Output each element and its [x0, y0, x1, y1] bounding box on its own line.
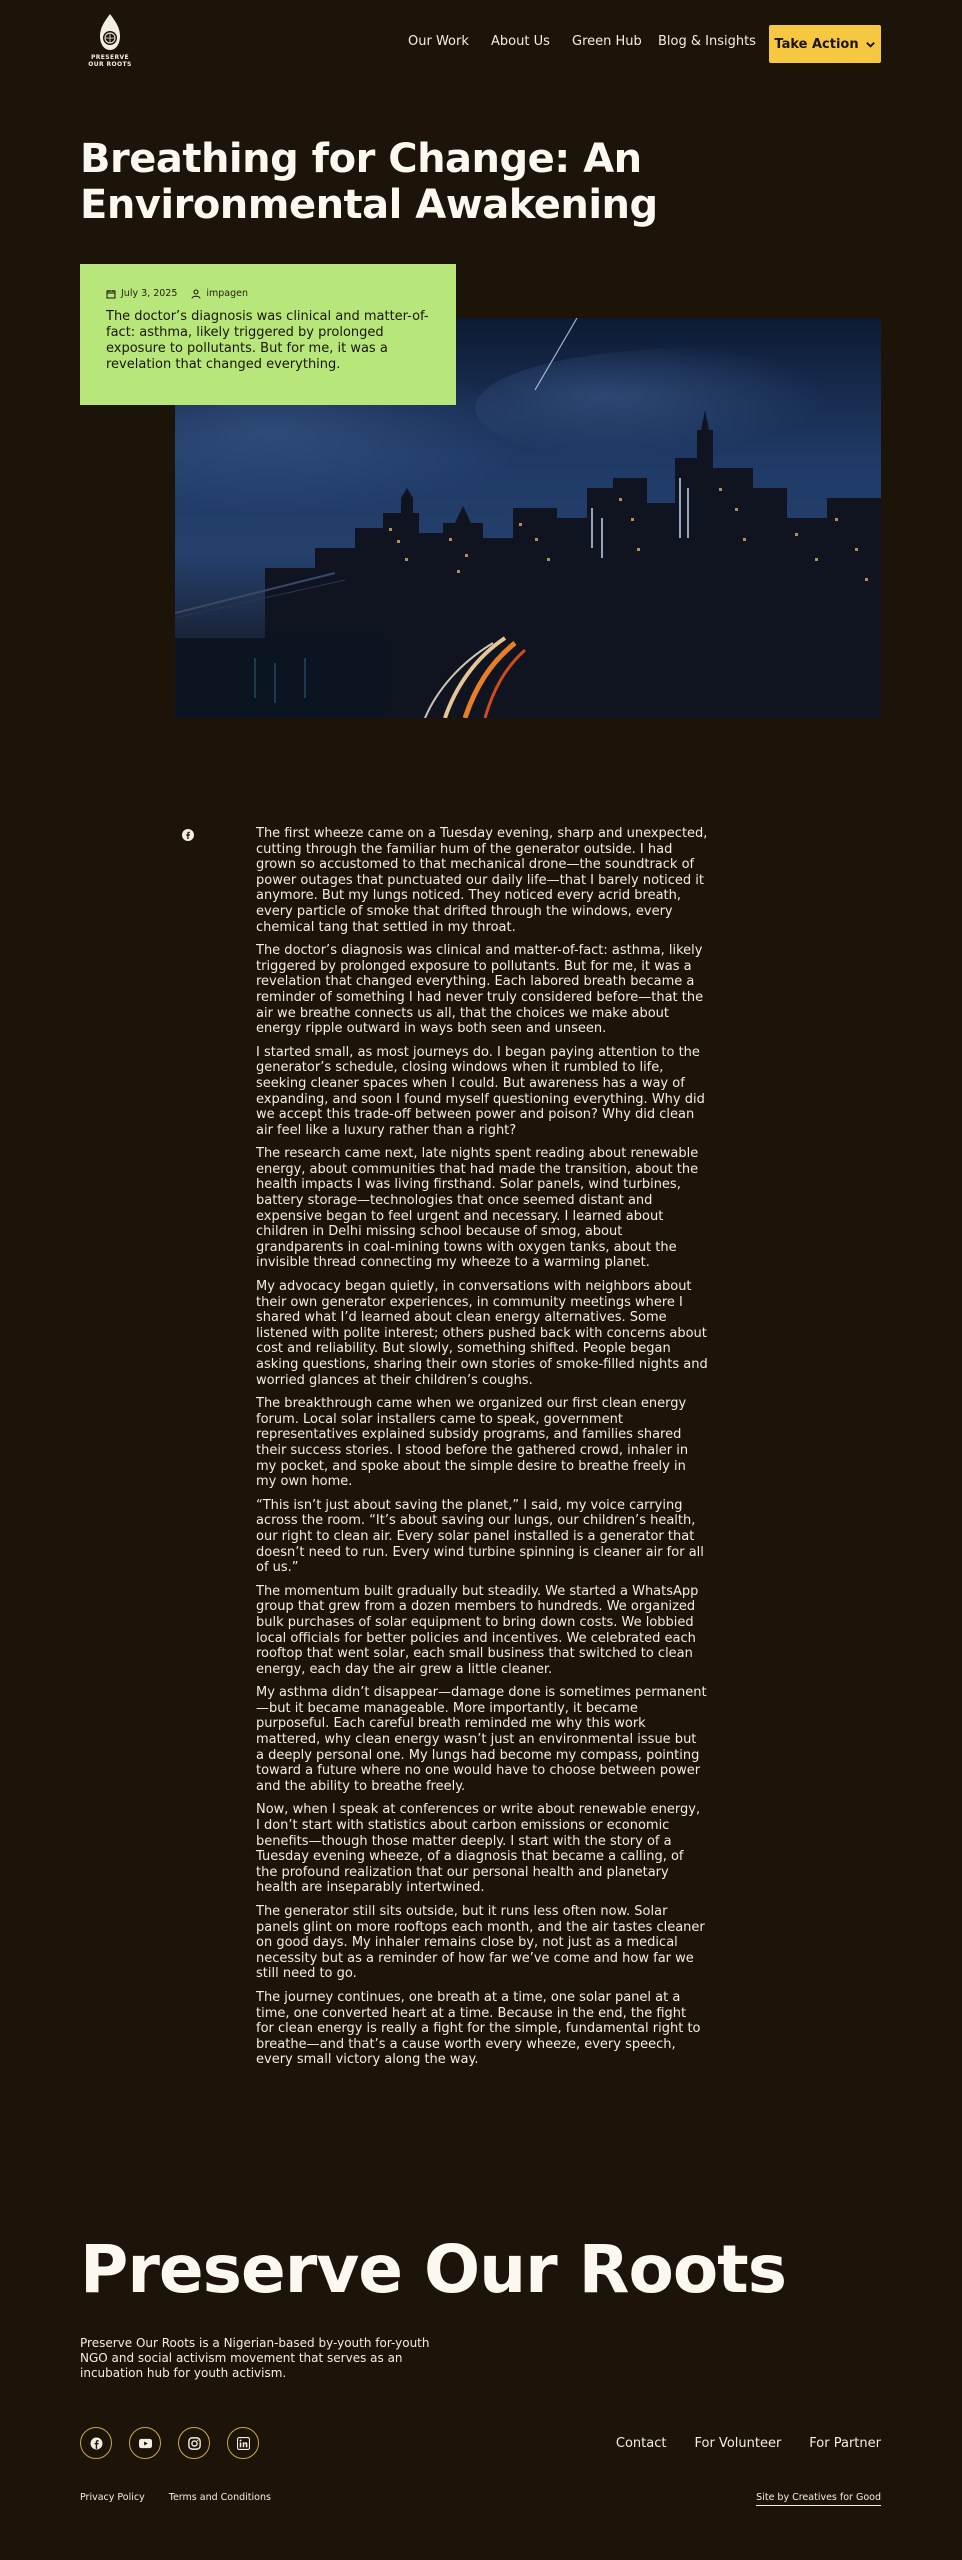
- post-meta: [106, 288, 430, 299]
- article-paragraph: The generator still sits outside, but it runs less often now. Solar panels glint on more rooftops each month, and the air tastes cleaner on good days. My inhaler remains close by, not just as a medical necessity but as a reminder of how far we’ve come and how far we still need to go.: [256, 1904, 705, 1982]
- article-paragraph: The journey continues, one breath at a time, one solar panel at a time, one converted heart at a time. Because in the end, the fight for clean energy is really a fight for the simple, fundamental right to breathe—and that’s a cause worth every wheeze, every speech, every small victory along the way.: [256, 1989, 701, 2068]
- article-paragraph: The doctor’s diagnosis was clinical and matter-of-fact: asthma, likely triggered by prolonged exposure to pollutants. But for me, it was a revelation that changed everything. Each labored breath became a reminder of something I had never truly considered before—that the air we breathe connects us all, that the choices we make about energy ripple outward in ways both seen and unseen.: [256, 943, 704, 1037]
- post-date-text: July 3, 2025: [121, 288, 178, 299]
- page-title: Breathing for Change: An Environmental Awakening: [80, 136, 658, 228]
- post-author[interactable]: [191, 288, 248, 299]
- article-paragraph: “This isn’t just about saving the planet,” I said, my voice carrying across the room. “It’s about saving our lungs, our children’s health, our right to clean air. Every solar panel installed is a generator that doesn’t need to run. Every wind turbine spinning is cleaner air for all of us.”: [256, 1497, 704, 1576]
- facebook-icon[interactable]: [80, 2427, 112, 2459]
- footer-link-contact[interactable]: Contact: [615, 2436, 667, 2451]
- youtube-icon[interactable]: [129, 2427, 161, 2459]
- linkedin-icon[interactable]: [227, 2427, 259, 2459]
- footer-description: Preserve Our Roots is a Nigerian-based by-youth for-youth NGO and social activism movement that serves as an incubation hub for youth activism.: [80, 2336, 430, 2380]
- privacy-policy-link[interactable]: Privacy Policy: [80, 2492, 145, 2503]
- logo-text: [88, 54, 132, 68]
- post-excerpt: The doctor’s diagnosis was clinical and matter-of-fact: asthma, likely triggered by prolonged exposure to pollutants. But for me, it was a revelation that changed everything.: [106, 309, 429, 372]
- article-paragraph: The research came next, late nights spent reading about renewable energy, about communities that had made the transition, about the health impacts I was living firsthand. Solar panels, wind turbines, battery storage—technologies that once seemed distant and expensive began to feel urgent and necessary. I learned about children in Delhi missing school because of smog, about grandparents in coal-mining towns with oxygen tanks, about the invisible thread connecting my wheeze to a warming planet.: [256, 1146, 699, 1271]
- share-facebook-icon[interactable]: [182, 826, 194, 838]
- chevron-down-icon: [865, 39, 876, 50]
- nav-blog-insights[interactable]: Blog & Insights: [658, 34, 756, 49]
- nav-our-work[interactable]: Our Work: [408, 34, 469, 49]
- instagram-icon[interactable]: [178, 2427, 210, 2459]
- nav-green-hub[interactable]: Green Hub: [572, 34, 642, 49]
- footer-link-volunteer[interactable]: For Volunteer: [694, 2436, 782, 2451]
- social-links: [80, 2427, 259, 2459]
- nav-about-us[interactable]: About Us: [491, 34, 550, 49]
- article-paragraph: Now, when I speak at conferences or write about renewable energy, I don’t start with statistics about carbon emissions or economic benefits—though those matter deeply. I start with the story of a Tuesday evening wheeze, of a diagnosis that became a calling, of the profound realization that our personal health and planetary health are inseparably intertwined.: [256, 1802, 701, 1896]
- take-action-button[interactable]: [769, 25, 881, 63]
- post-author-text: impagen: [206, 288, 249, 299]
- user-icon: [191, 289, 201, 299]
- excerpt-card: [80, 264, 456, 405]
- site-credit-link[interactable]: Site by Creatives for Good: [756, 2492, 881, 2506]
- logo-emblem-icon: [94, 12, 126, 52]
- take-action-label: Take Action: [774, 36, 859, 52]
- article-paragraph: The first wheeze came on a Tuesday evening, sharp and unexpected, cutting through the familiar hum of the generator outside. I had grown so accustomed to that mechanical drone—the soundtrack of power outages that punctuated our daily life—that I barely noticed it anymore. But my lungs noticed. They noticed every acrid breath, every particle of smoke that drifted through the windows, every chemical tang that settled in my throat.: [256, 826, 708, 935]
- article-body: [256, 826, 708, 2076]
- article-paragraph: My advocacy began quietly, in conversations with neighbors about their own generator experiences, in community meetings where I shared what I’d learned about clean energy alternatives. Some listened with polite interest; others pushed back with concerns about cost and reliability. But slowly, something shifted. People began asking questions, sharing their own stories of smoke-filled nights and worried glances at their children’s coughs.: [256, 1279, 708, 1388]
- logo-line-2: OUR ROOTS: [88, 61, 132, 68]
- footer-brand: Preserve Our Roots: [80, 2231, 787, 2308]
- logo-line-1: PRESERVE: [90, 54, 130, 61]
- article-paragraph: The breakthrough came when we organized our first clean energy forum. Local solar installers came to speak, government representatives explained subsidy programs, and families shared their success stories. I stood before the gathered crowd, inhaler in my pocket, and spoke about the simple desire to breathe freely in my own home.: [256, 1396, 689, 1490]
- article-paragraph: The momentum built gradually but steadily. We started a WhatsApp group that grew from a dozen members to hundreds. We organized bulk purchases of solar equipment to bring down costs. We lobbied local officials for better policies and incentives. We celebrated each rooftop that went solar, each small business that switched to clean energy, each day the air grew a little cleaner.: [256, 1583, 699, 1677]
- article-paragraph: I started small, as most journeys do. I began paying attention to the generator’s schedule, closing windows when it rumbled to life, seeking cleaner spaces when I could. But awareness has a way of expanding, and soon I found myself questioning everything. Why did we accept this trade-off between power and poison? Why did clean air feel like a luxury rather than a right?: [256, 1044, 705, 1138]
- calendar-icon: [106, 289, 116, 299]
- post-date: [106, 288, 177, 299]
- site-logo[interactable]: [80, 12, 140, 72]
- legal-links: [80, 2492, 271, 2503]
- article-paragraph: My asthma didn’t disappear—damage done is sometimes permanent—but it became manageable. More importantly, it became purposeful. Each careful breath reminded me why this work mattered, why clean energy wasn’t just an environmental issue but a deeply personal one. My lungs had become my compass, pointing toward a future where no one would have to choose between power and the ability to breathe freely.: [256, 1685, 707, 1794]
- footer-link-partner[interactable]: For Partner: [809, 2436, 881, 2451]
- footer-nav: [616, 2436, 881, 2451]
- terms-link[interactable]: Terms and Conditions: [168, 2492, 271, 2503]
